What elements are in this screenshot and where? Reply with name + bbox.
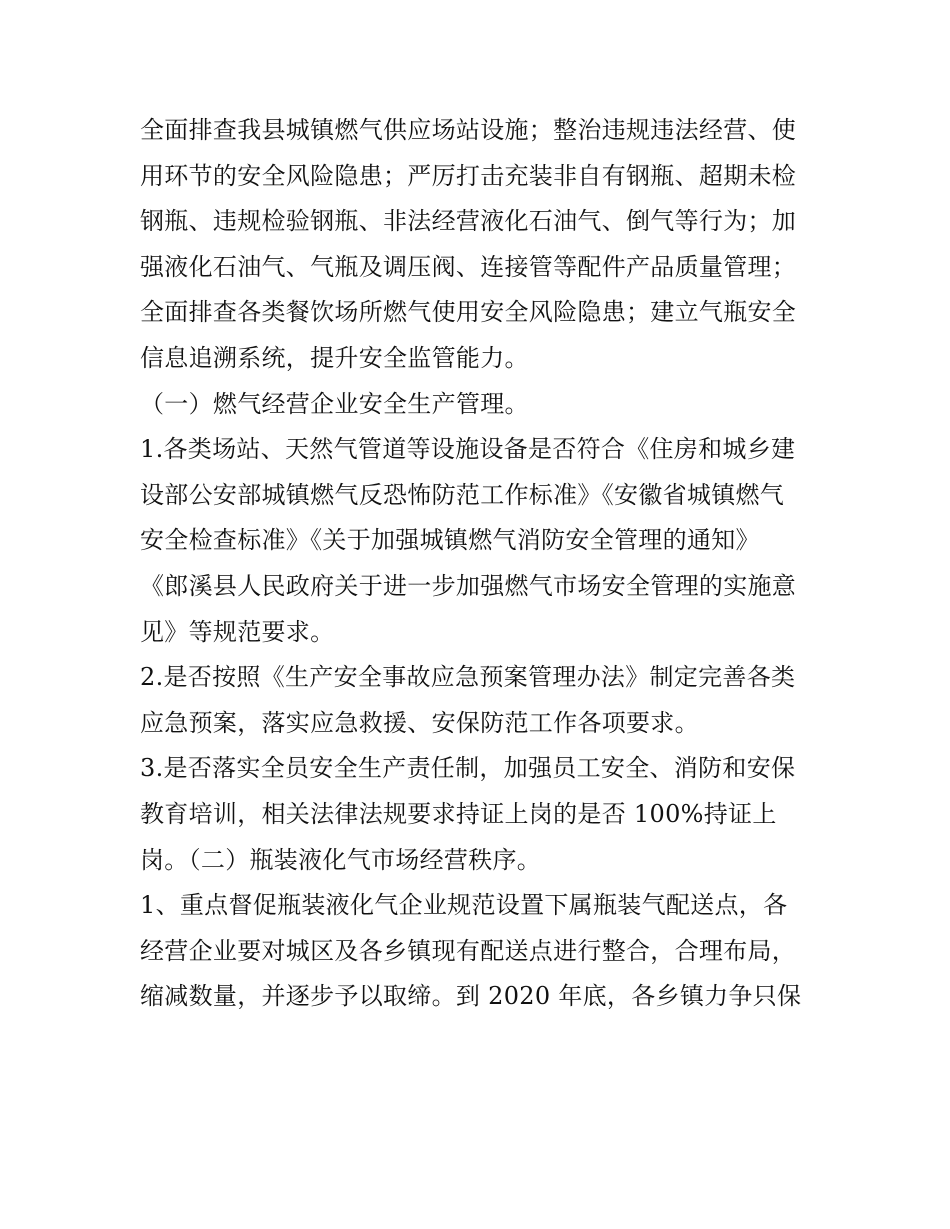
text-line: 用环节的安全风险隐患；严厉打击充装非自有钢瓶、超期未检 (140, 161, 797, 190)
text-line: 全面排查各类餐饮场所燃气使用安全风险隐患；建立气瓶安全 (140, 298, 797, 327)
text-line: 3.是否落实全员安全生产责任制，加强员工安全、消防和安保 (140, 754, 796, 783)
text-line: 2.是否按照《生产安全事故应急预案管理办法》制定完善各类 (140, 663, 796, 692)
section-heading-2: 岗。（二）瓶装液化气市场经营秩序。 (140, 845, 542, 874)
text-line: 教育培训，相关法律法规要求持证上岗的是否 100%持证上 (140, 799, 777, 828)
text-line: 设部公安部城镇燃气反恐怖防范工作标准》《安徽省城镇燃气 (140, 480, 785, 509)
text-line: 安全检查标准》《关于加强城镇燃气消防安全管理的通知》 (140, 526, 760, 555)
text-line: 经营企业要对城区及各乡镇现有配送点进行整合，合理布局， (140, 936, 797, 965)
text-line: 钢瓶、违规检验钢瓶、非法经营液化石油气、倒气等行为；加 (140, 207, 797, 236)
text-line: 见》等规范要求。 (140, 617, 335, 646)
text-line: 强液化石油气、气瓶及调压阀、连接管等配件产品质量管理； (140, 252, 797, 281)
text-line: 缩减数量，并逐步予以取缔。到 2020 年底，各乡镇力争只保 (140, 982, 802, 1011)
text-line: 全面排查我县城镇燃气供应场站设施；整治违规违法经营、使 (140, 116, 797, 144)
text-line: 1.各类场站、天然气管道等设施设备是否符合《住房和城乡建 (140, 435, 796, 464)
section-heading-1: （一）燃气经营企业安全生产管理。 (140, 389, 529, 418)
text-line: 1、重点督促瓶装液化气企业规范设置下属瓶装气配送点，各 (140, 891, 788, 920)
text-line: 《郎溪县人民政府关于进一步加强燃气市场安全管理的实施意 (140, 571, 797, 600)
text-line: 信息追溯系统，提升安全监管能力。 (140, 343, 529, 372)
document-body (140, 108, 820, 1020)
text-line: 应急预案，落实应急救援、安保防范工作各项要求。 (140, 708, 699, 737)
